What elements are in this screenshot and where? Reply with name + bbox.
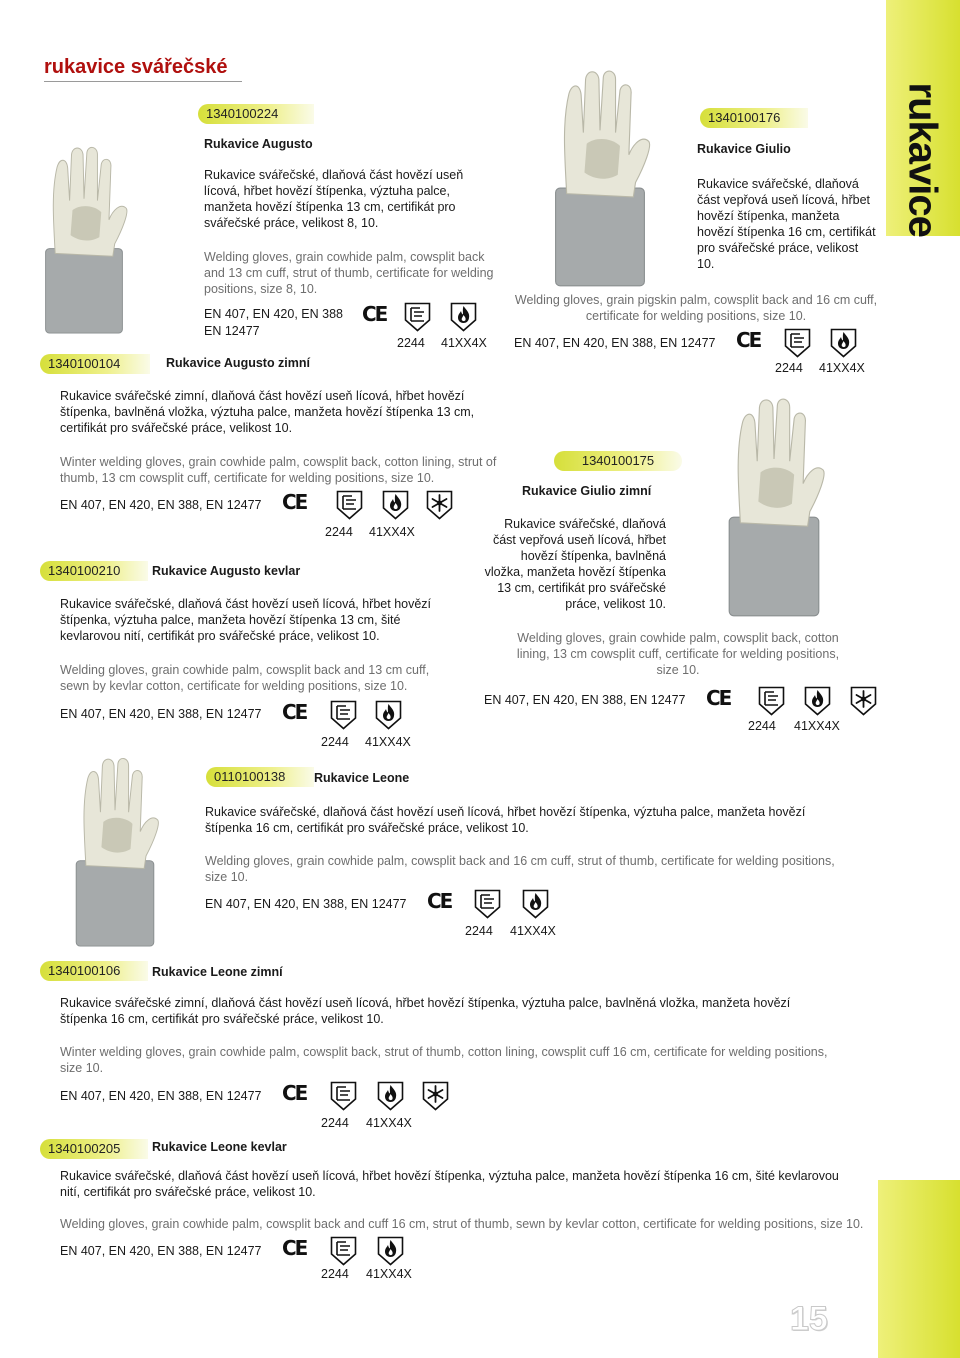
glove-photo <box>36 128 132 350</box>
cert-mechanical: 2244 <box>321 735 349 749</box>
product-norms: EN 407, EN 420, EN 388, EN 12477 <box>60 707 262 721</box>
ce-mark: CE <box>282 700 307 724</box>
side-label: rukavice <box>900 82 945 237</box>
product-description-en: Winter welding gloves, grain cowhide palm, cowsplit back, strut of thumb, cotton lining, cowsplit cuff 16 cm, certificate for welding positions, size 10. <box>60 1045 828 1075</box>
product-norms: EN 407, EN 420, EN 388, EN 12477 <box>205 897 407 911</box>
cert-heat: 41XX4X <box>365 735 411 749</box>
ce-mark: CE <box>362 302 387 326</box>
cert-heat: 41XX4X <box>441 336 487 350</box>
product-description-en: Welding gloves, grain cowhide palm, cowsplit back, cotton lining, 13 cm cowsplit cuff, certificate for welding positions, size 10. <box>516 631 840 677</box>
product-description-cz: Rukavice svářečské zimní, dlaňová část hovězí useň lícová, hřbet hovězí štípenka, bavlněná vložka, výztuha palce, manžeta hovězí štípenka 13 cm, certifikát pro svářečské práce, velikost 10. <box>60 389 475 435</box>
product-name: Rukavice Augusto zimní <box>166 356 311 370</box>
cert-heat: 41XX4X <box>366 1116 412 1130</box>
cert-heat: 41XX4X <box>794 719 840 733</box>
product-name: Rukavice Leone <box>314 771 410 785</box>
product-code: 1340100176 <box>700 108 808 128</box>
product-description-cz: Rukavice svářečské, dlaňová část hovězí useň lícová, hřbet hovězí štípenka, výztuha palce, manžeta hovězí štípenka 13 cm, certifikát pro svářečské práce, velikost 8, 10. <box>204 168 464 230</box>
cert-heat: 41XX4X <box>366 1267 412 1281</box>
mechanical-risk-icon <box>330 1081 357 1111</box>
cert-mechanical: 2244 <box>325 525 353 539</box>
ce-mark: CE <box>282 1236 307 1260</box>
cert-mechanical: 2244 <box>775 361 803 375</box>
heat-flame-icon <box>450 302 477 332</box>
cert-heat: 41XX4X <box>369 525 415 539</box>
heat-flame-icon <box>522 889 549 919</box>
glove-photo <box>672 394 876 618</box>
product-code: 0110100138 <box>206 767 314 787</box>
glove-photo <box>40 754 190 948</box>
ce-mark: CE <box>706 686 731 710</box>
product-norms-2: EN 12477 <box>204 324 260 338</box>
cold-snowflake-icon <box>850 686 877 716</box>
mechanical-risk-icon <box>404 302 431 332</box>
mechanical-risk-icon <box>330 700 357 730</box>
product-name: Rukavice Augusto <box>204 137 313 151</box>
cert-heat: 41XX4X <box>510 924 556 938</box>
cold-snowflake-icon <box>422 1081 449 1111</box>
product-norms: EN 407, EN 420, EN 388, EN 12477 <box>60 498 262 512</box>
product-norms: EN 407, EN 420, EN 388, EN 12477 <box>60 1244 262 1258</box>
product-description-cz: Rukavice svářečské, dlaňová část hovězí useň lícová, hřbet hovězí štípenka, výztuha palce, manžeta hovězí štípenka 13 cm, šité kevlarovou nití, certifikát pro svářečské práce, velikost 10. <box>60 597 432 643</box>
footer-tab <box>878 1180 960 1358</box>
product-description-cz: Rukavice svářečské, dlaňová část hovězí useň lícová, hřbet hovězí štípenka, výztuha palce, manžeta hovězí štípenka 16 cm, šité kevlarovou nití, certifikát pro svářečské práce, velikost 10. <box>60 1169 839 1199</box>
cert-mechanical: 2244 <box>397 336 425 350</box>
product-name: Rukavice Giulio <box>697 142 791 156</box>
product-description-cz: Rukavice svářečské zimní, dlaňová část hovězí useň lícová, hřbet hovězí štípenka, výztuha palce, bavlněná vložka, manžeta hovězí štípenka 16 cm, certifikát pro svářečské práce, velikost 10. <box>60 996 791 1026</box>
product-description-cz: Rukavice svářečské, dlaňová část vepřová useň lícová, hřbet hovězí štípenka, bavlněná vložka, manžeta hovězí štípenka 13 cm, certifikát pro svářečské práce, velikost 10. <box>484 517 666 611</box>
cert-heat: 41XX4X <box>819 361 865 375</box>
product-description-en: Welding gloves, grain cowhide palm, cowsplit back and 13 cm cuff, strut of thumb, certificate for welding positions, size 8, 10. <box>204 250 494 296</box>
product-description-cz: Rukavice svářečské, dlaňová část vepřová useň lícová, hřbet hovězí štípenka, manžeta hovězí štípenka 16 cm, certifikát pro svářečské práce, velikost 10. <box>697 177 876 271</box>
product-code: 1340100106 <box>40 961 148 981</box>
heat-flame-icon <box>382 490 409 520</box>
product-norms: EN 407, EN 420, EN 388, EN 12477 <box>514 336 716 350</box>
cert-mechanical: 2244 <box>748 719 776 733</box>
mechanical-risk-icon <box>336 490 363 520</box>
product-description-en: Welding gloves, grain pigskin palm, cowsplit back and 16 cm cuff, certificate for welding positions, size 10. <box>514 293 878 323</box>
product-description-cz: Rukavice svářečské, dlaňová část hovězí useň lícová, hřbet hovězí štípenka, výztuha palce, manžeta hovězí štípenka 16 cm, certifikát pro svářečské práce, velikost 10. <box>205 805 806 835</box>
product-norms: EN 407, EN 420, EN 388, EN 12477 <box>60 1089 262 1103</box>
cert-mechanical: 2244 <box>321 1267 349 1281</box>
product-norms: EN 407, EN 420, EN 388, EN 12477 <box>484 693 686 707</box>
product-code: 1340100175 <box>554 451 682 471</box>
product-code: 1340100210 <box>40 561 148 581</box>
product-code: 1340100224 <box>198 104 314 124</box>
product-name: Rukavice Leone kevlar <box>152 1140 287 1154</box>
page-title: rukavice svářečské <box>44 56 242 82</box>
heat-flame-icon <box>375 700 402 730</box>
heat-flame-icon <box>830 328 857 358</box>
page-number: 15 <box>790 1300 828 1338</box>
product-norms: EN 407, EN 420, EN 388 <box>204 307 343 321</box>
cert-mechanical: 2244 <box>465 924 493 938</box>
ce-mark: CE <box>282 1081 307 1105</box>
product-name: Rukavice Augusto kevlar <box>152 564 301 578</box>
ce-mark: CE <box>736 328 761 352</box>
mechanical-risk-icon <box>474 889 501 919</box>
heat-flame-icon <box>377 1236 404 1266</box>
product-name: Rukavice Leone zimní <box>152 965 283 979</box>
cold-snowflake-icon <box>426 490 453 520</box>
mechanical-risk-icon <box>758 686 785 716</box>
heat-flame-icon <box>804 686 831 716</box>
ce-mark: CE <box>282 490 307 514</box>
product-description-en: Welding gloves, grain cowhide palm, cowsplit back and cuff 16 cm, strut of thumb, sewn by kevlar cotton, certificate for welding positions, size 10. <box>60 1217 864 1231</box>
product-description-en: Winter welding gloves, grain cowhide palm, cowsplit back, cotton lining, strut of thumb, 13 cm cowsplit cuff, certificate for welding positions, size 10. <box>60 455 497 485</box>
glove-photo <box>514 66 686 288</box>
product-name: Rukavice Giulio zimní <box>522 484 652 498</box>
heat-flame-icon <box>377 1081 404 1111</box>
mechanical-risk-icon <box>784 328 811 358</box>
ce-mark: CE <box>427 889 452 913</box>
cert-mechanical: 2244 <box>321 1116 349 1130</box>
product-description-en: Welding gloves, grain cowhide palm, cowsplit back and 13 cm cuff, sewn by kevlar cotton, certificate for welding positions, size 10. <box>60 663 430 693</box>
product-code: 1340100104 <box>40 354 150 374</box>
product-description-en: Welding gloves, grain cowhide palm, cowsplit back and 16 cm cuff, strut of thumb, certificate for welding positions, size 10. <box>205 854 835 884</box>
product-code: 1340100205 <box>40 1139 148 1159</box>
mechanical-risk-icon <box>330 1236 357 1266</box>
